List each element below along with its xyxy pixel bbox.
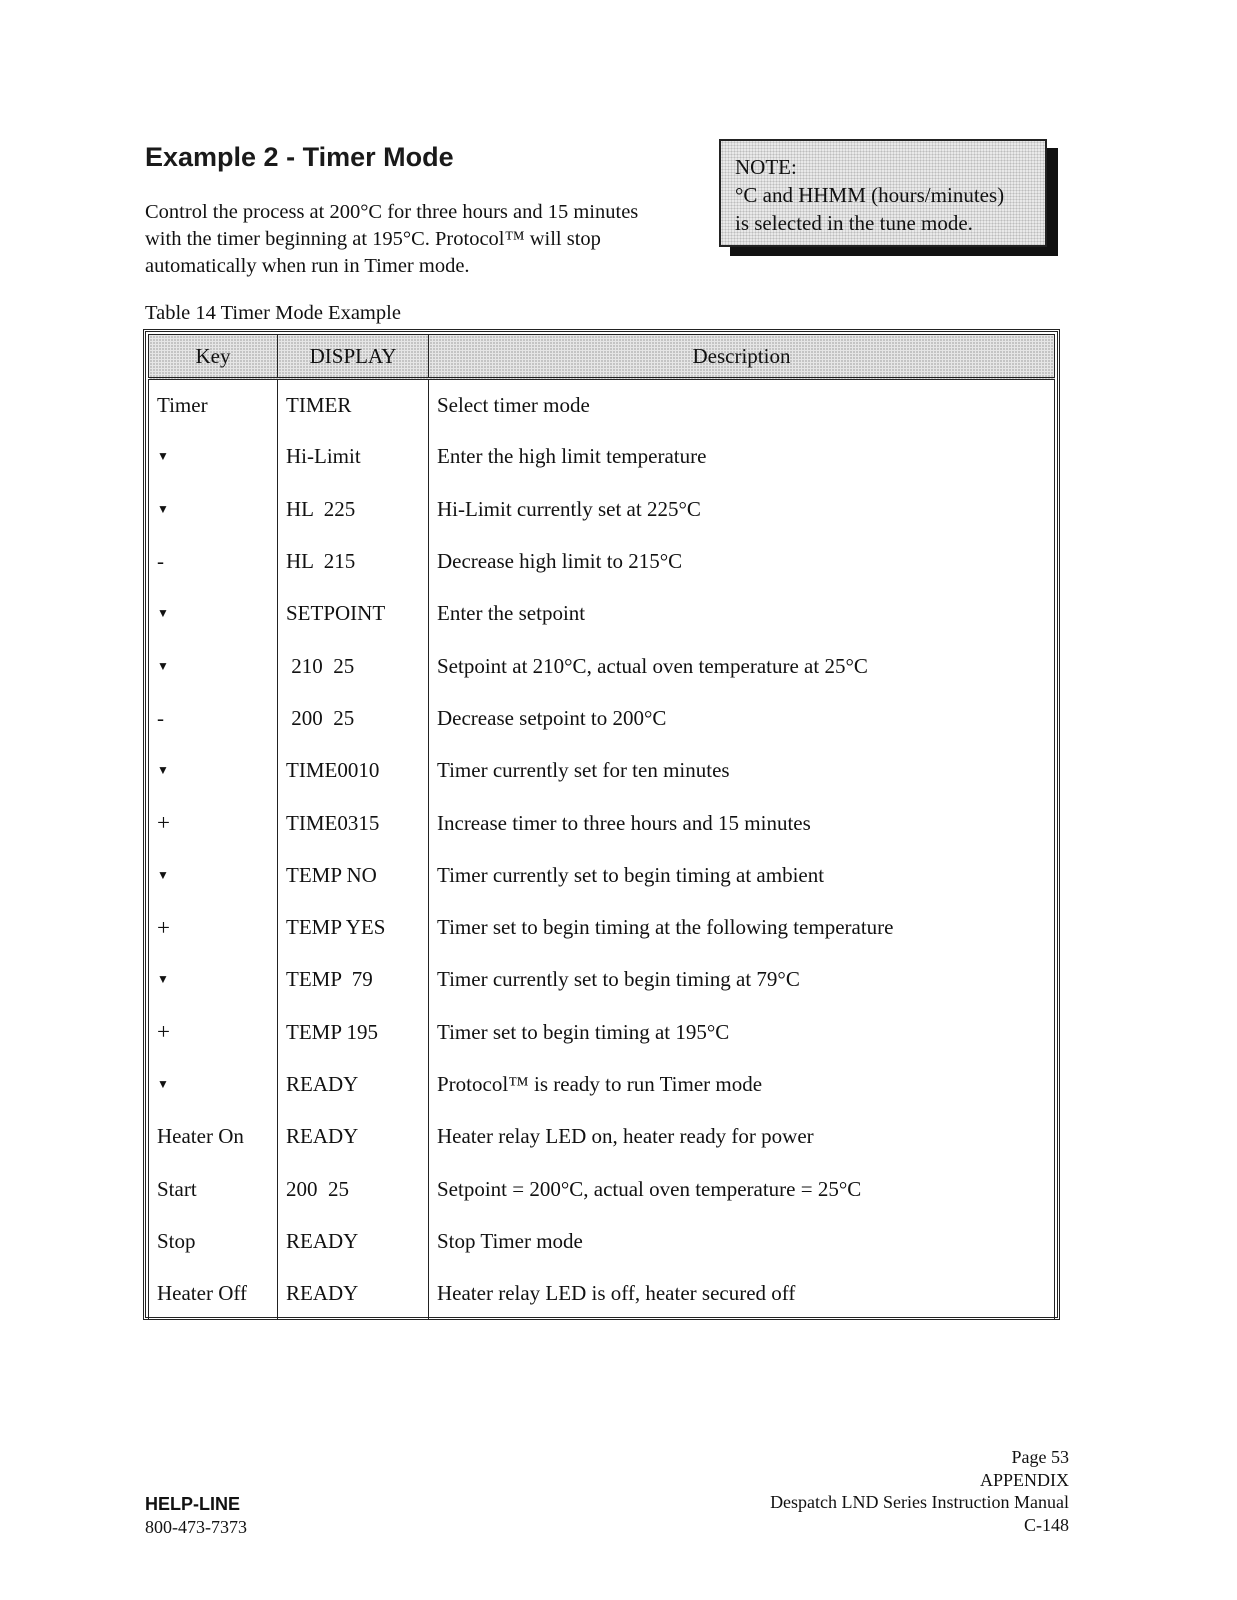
- key-cell: ▼: [149, 954, 278, 1006]
- intro-line: automatically when run in Timer mode.: [145, 255, 470, 277]
- timer-mode-table-frame: [143, 329, 1060, 1320]
- display-cell: 210 25: [278, 640, 429, 692]
- display-cell: READY: [278, 1268, 429, 1320]
- display-cell: READY: [278, 1215, 429, 1267]
- description-cell: Decrease setpoint to 200°C: [429, 692, 1055, 744]
- key-cell: Timer: [149, 379, 278, 431]
- key-cell: Heater On: [149, 1111, 278, 1163]
- display-cell: 200 25: [278, 692, 429, 744]
- intro-paragraph: [145, 199, 705, 280]
- key-cell: +: [149, 1006, 278, 1058]
- description-cell: Heater relay LED is off, heater secured off: [429, 1268, 1055, 1320]
- table-row: [149, 1163, 1055, 1215]
- key-cell: -: [149, 535, 278, 587]
- key-cell: +: [149, 901, 278, 953]
- note-line: is selected in the tune mode.: [735, 211, 973, 235]
- table-row: [149, 692, 1055, 744]
- table-row: [149, 1215, 1055, 1267]
- key-cell: ▼: [149, 588, 278, 640]
- table-row: [149, 535, 1055, 587]
- note-label: NOTE:: [735, 155, 797, 179]
- timer-mode-table: [148, 334, 1055, 1320]
- note-line: °C and HHMM (hours/minutes): [735, 183, 1005, 207]
- display-cell: Hi-Limit: [278, 431, 429, 483]
- key-cell: -: [149, 692, 278, 744]
- manual-title: Despatch LND Series Instruction Manual: [770, 1492, 1069, 1512]
- display-cell: READY: [278, 1111, 429, 1163]
- description-cell: Increase timer to three hours and 15 minutes: [429, 797, 1055, 849]
- document-code: C-148: [1024, 1514, 1069, 1535]
- display-cell: TIME0315: [278, 797, 429, 849]
- display-cell: TEMP YES: [278, 901, 429, 953]
- display-cell: TEMP NO: [278, 849, 429, 901]
- key-cell: Start: [149, 1163, 278, 1215]
- display-cell: 200 25: [278, 1163, 429, 1215]
- page-title: Example 2 - Timer Mode: [145, 142, 454, 172]
- table-row: [149, 797, 1055, 849]
- column-header-description: Description: [429, 335, 1055, 379]
- key-cell: Heater Off: [149, 1268, 278, 1320]
- table-row: [149, 849, 1055, 901]
- display-cell: HL 225: [278, 483, 429, 535]
- key-cell: ▼: [149, 745, 278, 797]
- description-cell: Enter the high limit temperature: [429, 431, 1055, 483]
- display-cell: TIME0010: [278, 745, 429, 797]
- display-cell: SETPOINT: [278, 588, 429, 640]
- table-row: [149, 1006, 1055, 1058]
- display-cell: READY: [278, 1058, 429, 1110]
- key-cell: ▼: [149, 640, 278, 692]
- description-cell: Timer currently set to begin timing at 79°C: [429, 954, 1055, 1006]
- description-cell: Decrease high limit to 215°C: [429, 535, 1055, 587]
- display-cell: TIMER: [278, 379, 429, 431]
- description-cell: Stop Timer mode: [429, 1215, 1055, 1267]
- section-name: APPENDIX: [979, 1469, 1069, 1490]
- description-cell: Timer currently set for ten minutes: [429, 745, 1055, 797]
- key-cell: +: [149, 797, 278, 849]
- description-cell: Timer set to begin timing at the following temperature: [429, 901, 1055, 953]
- table-row: [149, 379, 1055, 431]
- column-header-key: Key: [149, 335, 278, 379]
- intro-line: Control the process at 200°C for three hours and 15 minutes: [145, 201, 639, 223]
- table-caption: Table 14 Timer Mode Example: [145, 302, 401, 324]
- display-cell: TEMP 195: [278, 1006, 429, 1058]
- table-row: [149, 640, 1055, 692]
- page-footer: [770, 1446, 1069, 1536]
- description-cell: Timer currently set to begin timing at ambient: [429, 849, 1055, 901]
- table-row: [149, 1111, 1055, 1163]
- description-cell: Setpoint at 210°C, actual oven temperature at 25°C: [429, 640, 1055, 692]
- key-cell: ▼: [149, 483, 278, 535]
- table-row: [149, 901, 1055, 953]
- display-cell: HL 215: [278, 535, 429, 587]
- table-row: [149, 1268, 1055, 1320]
- key-cell: Stop: [149, 1215, 278, 1267]
- description-cell: Heater relay LED on, heater ready for power: [429, 1111, 1055, 1163]
- description-cell: Timer set to begin timing at 195°C: [429, 1006, 1055, 1058]
- key-cell: ▼: [149, 849, 278, 901]
- table-row: [149, 1058, 1055, 1110]
- column-header-display: DISPLAY: [278, 335, 429, 379]
- note-box: [719, 139, 1047, 247]
- description-cell: Select timer mode: [429, 379, 1055, 431]
- table-row: [149, 431, 1055, 483]
- page-number: Page 53: [1011, 1447, 1069, 1467]
- helpline-phone: 800-473-7373: [145, 1517, 247, 1537]
- description-cell: Hi-Limit currently set at 225°C: [429, 483, 1055, 535]
- table-row: [149, 588, 1055, 640]
- helpline-label: HELP-LINE: [145, 1494, 241, 1514]
- table-row: [149, 483, 1055, 535]
- table-row: [149, 954, 1055, 1006]
- key-cell: ▼: [149, 1058, 278, 1110]
- key-cell: ▼: [149, 431, 278, 483]
- table-body: [149, 379, 1055, 1320]
- table-row: [149, 745, 1055, 797]
- description-cell: Enter the setpoint: [429, 588, 1055, 640]
- description-cell: Protocol™ is ready to run Timer mode: [429, 1058, 1055, 1110]
- description-cell: Setpoint = 200°C, actual oven temperature = 25°C: [429, 1163, 1055, 1215]
- table-header-row: [149, 335, 1055, 379]
- display-cell: TEMP 79: [278, 954, 429, 1006]
- intro-line: with the timer beginning at 195°C. Protocol™ will stop: [145, 228, 601, 250]
